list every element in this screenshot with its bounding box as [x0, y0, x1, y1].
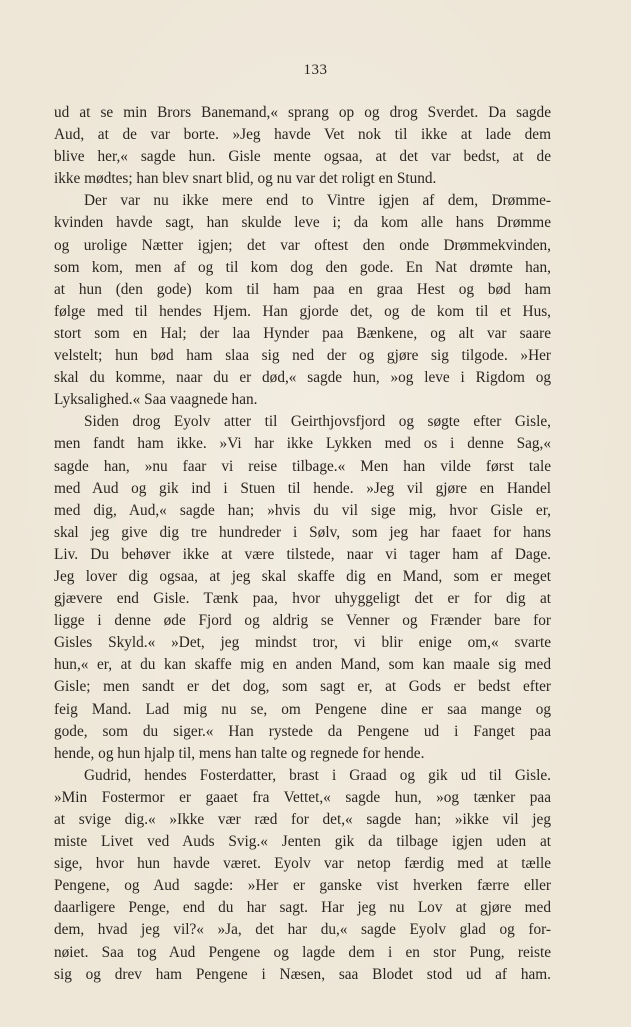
text-line: gode, som du siger.« Han rystede da Pengene ud i Fanget paa	[54, 722, 551, 740]
text-line: men fandt ham ikke. »Vi har ikke Lykken med os i denne Sag,«	[54, 435, 551, 453]
text-line: Lyksalighed.« Saa vaagnede han.	[54, 391, 258, 409]
text-line: nøiet. Saa tog Aud Pengene og lagde dem i en stor Pung, reiste	[54, 943, 551, 961]
text-line: Liv. Du behøver ikke at være tilstede, naar vi tager ham af Dage.	[54, 545, 551, 563]
text-line: som kom, men af og til kom dog den gode. En Nat drømte han,	[54, 258, 551, 276]
text-line: sige, hvor hun havde været. Eyolv var netop færdig med at tælle	[54, 855, 551, 873]
text-line: med dig, Aud,« sagde han; »hvis du vil sige mig, hvor Gisle er,	[54, 501, 551, 519]
text-line: hende, og hun hjalp til, mens han talte og regnede for hende.	[54, 744, 425, 762]
text-line: dem, hvad jeg vil?« »Ja, det har du,« sagde Eyolv glad og for-	[54, 921, 551, 939]
text-line: og urolige Nætter igjen; det var oftest den onde Drømmekvinden,	[54, 236, 551, 254]
text-line: ikke mødtes; han blev snart blid, og nu var det roligt en Stund.	[54, 170, 437, 188]
text-line: følge med til hendes Hjem. Han gjorde det, og de kom til et Hus,	[54, 302, 551, 320]
text-line: sig og drev ham Pengene i Næsen, saa Blodet stod ud af ham.	[54, 965, 551, 983]
text-line: »Min Fostermor er gaaet fra Vettet,« sagde hun, »og tænker paa	[54, 788, 551, 806]
text-line: daarligere Penge, end du har sagt. Har jeg nu Lov at gjøre med	[54, 899, 551, 917]
text-line: sagde han, »nu faar vi reise tilbage.« Men han vilde først tale	[54, 457, 551, 475]
text-line: miste Livet ved Auds Svig.« Jenten gik da tilbage igjen uden at	[54, 833, 551, 851]
text-line: ud at se min Brors Banemand,« sprang op og drog Sverdet. Da sagde	[54, 104, 551, 121]
text-line: Jeg lover dig ogsaa, at jeg skal skaffe dig en Mand, som er meget	[54, 567, 551, 585]
body-text	[54, 102, 551, 986]
text-line: skal du komme, naar du er død,« sagde hun, »og leve i Rigdom og	[54, 369, 551, 387]
text-line: Der var nu ikke mere end to Vintre igjen af dem, Drømme-	[84, 192, 551, 210]
text-line: Gudrid, hendes Fosterdatter, brast i Graad og gik ud til Gisle.	[84, 766, 551, 784]
text-line: kvinden havde sagt, han skulde leve i; da kom alle hans Drømme	[54, 214, 551, 232]
text-line: feig Mand. Lad mig nu se, om Pengene dine er saa mange og	[54, 700, 551, 718]
page-number: 133	[303, 62, 328, 78]
text-line: Pengene, og Aud sagde: »Her er ganske vist hverken færre eller	[54, 877, 551, 895]
text-line: skal jeg give dig tre hundreder i Sølv, som jeg har faaet for hans	[54, 523, 551, 541]
text-line: Aud, at de var borte. »Jeg havde Vet nok til ikke at lade dem	[54, 126, 551, 144]
text-line: blive her,« sagde hun. Gisle mente ogsaa, at det var bedst, at de	[54, 148, 551, 166]
text-line: at svige dig.« »Ikke vær ræd for det,« sagde han; »ikke vil jeg	[54, 811, 551, 828]
text-line: Gisles Skyld.« »Det, jeg mindst tror, vi blir enige om,« svarte	[54, 634, 551, 652]
text-line: med Aud og gik ind i Stuen til hende. »Jeg vil gjøre en Handel	[54, 479, 551, 497]
text-line: hun,« er, at du kan skaffe mig en anden Mand, som kan maale sig med	[54, 656, 551, 674]
text-line: gjævere end Gisle. Tænk paa, hvor uhyggeligt det er for dig at	[54, 590, 551, 608]
text-line: Gisle; men sandt er det dog, som sagt er, at Gods er bedst efter	[54, 678, 551, 696]
text-line: Siden drog Eyolv atter til Geirthjovsfjord og søgte efter Gisle,	[84, 413, 551, 431]
text-line: ligge i denne øde Fjord og aldrig se Venner og Frænder bare for	[54, 612, 551, 630]
text-line: velstelt; hun bød ham slaa sig ned der og gjøre sig tilgode. »Her	[54, 347, 551, 365]
text-line: at hun (den gode) kom til ham paa en graa Hest og bød ham	[54, 280, 551, 298]
text-line: stort som en Hal; der laa Hynder paa Bænkene, og alt var saare	[54, 324, 551, 342]
